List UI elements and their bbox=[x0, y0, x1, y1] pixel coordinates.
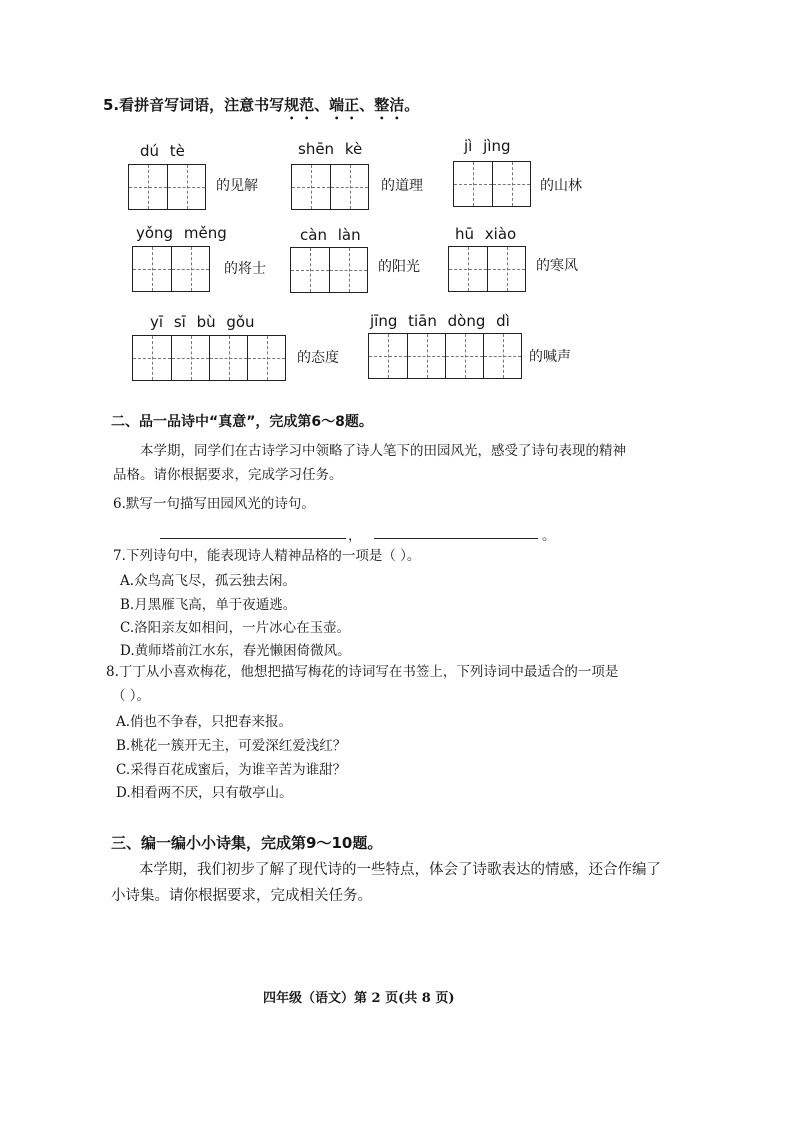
section3-intro: 小诗集。请你根据要求，完成相关任务。 bbox=[111, 888, 372, 904]
q5-sep: 、 bbox=[314, 96, 330, 114]
page-footer: 四年级（语文）第 2 页(共 8 页) bbox=[263, 991, 455, 1006]
word-suffix: 的态度 bbox=[297, 350, 339, 366]
q8-option: C.采得百花成蜜后，为谁辛苦为谁甜？ bbox=[116, 762, 347, 778]
section3-heading: 三、编一编小小诗集，完成第9～10题。 bbox=[111, 834, 383, 852]
q5-sep: 、 bbox=[359, 96, 375, 114]
pinyin-label: shēn kè bbox=[298, 140, 363, 158]
q6-period: 。 bbox=[542, 528, 556, 544]
q8-option: A.俏也不争春，只把春来报。 bbox=[116, 714, 293, 730]
pinyin-label: jīng tiān dòng dì bbox=[370, 312, 510, 330]
writing-grid[interactable] bbox=[368, 333, 522, 379]
writing-grid[interactable] bbox=[290, 247, 368, 293]
pinyin-label: dú tè bbox=[140, 142, 185, 160]
word-suffix: 的山林 bbox=[540, 178, 582, 194]
writing-grid[interactable] bbox=[453, 161, 531, 207]
answer-blank[interactable] bbox=[160, 538, 346, 539]
writing-grid[interactable] bbox=[132, 335, 286, 381]
q7-option: D.黄师塔前江水东，春光懒困倚微风。 bbox=[120, 643, 351, 659]
word-suffix: 的喊声 bbox=[529, 349, 571, 365]
word-suffix: 的寒风 bbox=[536, 258, 578, 274]
q6-stem: 6.默写一句描写田园风光的诗句。 bbox=[113, 496, 315, 512]
writing-grid[interactable] bbox=[132, 246, 210, 292]
word-suffix: 的见解 bbox=[216, 178, 258, 194]
q7-option: A.众鸟高飞尽，孤云独去闲。 bbox=[120, 573, 297, 589]
q5-title bbox=[103, 94, 419, 123]
section2-intro: 品格。请你根据要求，完成学习任务。 bbox=[113, 467, 343, 483]
q6-comma: ， bbox=[348, 528, 362, 544]
q7-stem: 7.下列诗句中，能表现诗人精神品格的一项是（ ）。 bbox=[113, 548, 421, 564]
section2-heading: 二、品一品诗中“真意”，完成第6～8题。 bbox=[111, 414, 373, 430]
word-suffix: 的道理 bbox=[381, 178, 423, 194]
pinyin-label: càn làn bbox=[300, 226, 361, 244]
q8-option: B.桃花一簇开无主，可爱深红爱浅红？ bbox=[116, 738, 347, 754]
writing-grid[interactable] bbox=[128, 164, 206, 210]
section3-intro: 本学期，我们初步了解了现代诗的一些特点，体会了诗歌表达的情感，还合作编了 bbox=[139, 862, 661, 878]
q5-end: 。 bbox=[404, 96, 420, 114]
q5-emph-guifan: 规范 bbox=[284, 96, 315, 114]
q7-option: C.洛阳亲友如相问，一片冰心在玉壶。 bbox=[120, 620, 351, 636]
writing-grid[interactable] bbox=[291, 164, 369, 210]
q5-emph-duanzheng: 端正 bbox=[329, 96, 360, 114]
section2-intro: 本学期，同学们在古诗学习中领略了诗人笔下的田园风光，感受了诗句表现的精神 bbox=[140, 443, 626, 459]
word-suffix: 的将士 bbox=[224, 261, 266, 277]
pinyin-label: yī sī bù gǒu bbox=[150, 313, 255, 331]
q8-stem: 8.丁丁从小喜欢梅花，他想把描写梅花的诗词写在书签上，下列诗词中最适合的一项是 bbox=[106, 664, 619, 680]
q7-option: B.月黑雁飞高，单于夜遁逃。 bbox=[120, 597, 297, 613]
pinyin-label: yǒng měng bbox=[136, 224, 227, 242]
q8-option: D.相看两不厌，只有敬亭山。 bbox=[116, 785, 293, 801]
answer-blank[interactable] bbox=[374, 538, 538, 539]
pinyin-label: jì jìng bbox=[464, 137, 511, 155]
word-suffix: 的阳光 bbox=[378, 259, 420, 275]
q5-title-prefix: 5.看拼音写词语，注意书写 bbox=[103, 96, 285, 114]
q8-stem: （ ）。 bbox=[112, 688, 151, 704]
writing-grid[interactable] bbox=[448, 246, 526, 292]
pinyin-label: hū xiào bbox=[455, 225, 517, 243]
q5-emph-zhengjie: 整洁 bbox=[374, 96, 405, 114]
